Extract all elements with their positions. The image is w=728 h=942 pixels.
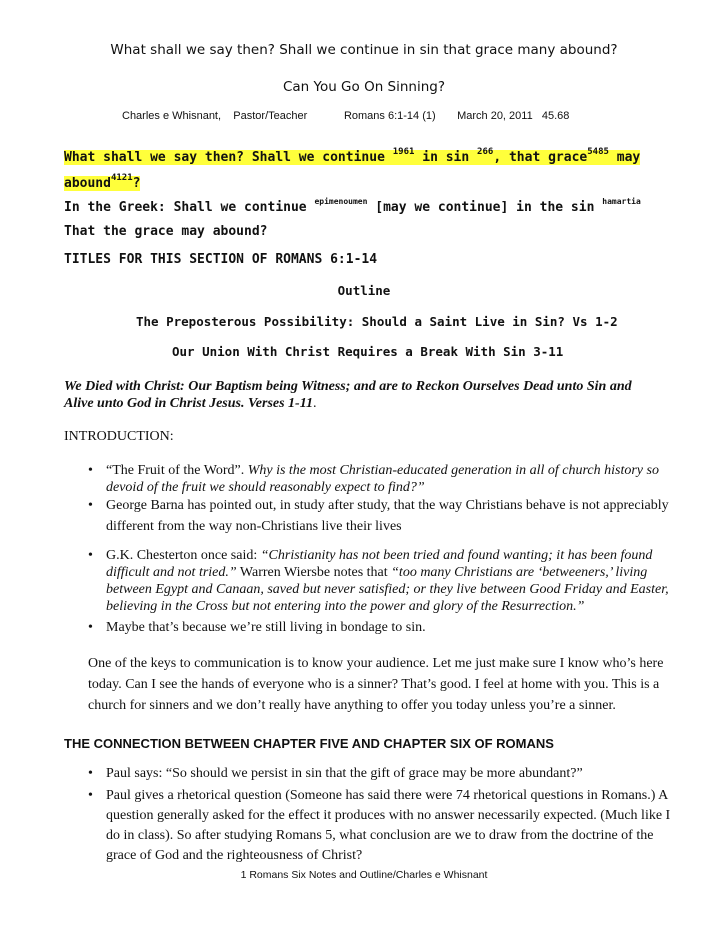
bullet-icon: • <box>88 548 93 563</box>
document-meta <box>122 110 569 122</box>
bullet-icon: • <box>88 463 93 478</box>
bullet-icon: • <box>88 766 93 781</box>
list-item: • Maybe that’s because we’re still living in bondage to sin. <box>88 620 426 635</box>
document-subtitle: Can You Go On Sinning? <box>282 79 446 95</box>
key-question <box>64 145 684 197</box>
bullet-icon: • <box>88 498 93 513</box>
date: March 20, 2011 <box>457 110 533 122</box>
titles-heading: TITLES FOR THIS SECTION OF ROMANS 6:1-14 <box>64 252 378 267</box>
page-footer: 1 Romans Six Notes and Outline/Charles e Whisnant <box>240 869 488 881</box>
outline-item-2: Our Union With Christ Requires a Break With Sin 3-11 <box>172 344 564 359</box>
list-item: • Paul says: “So should we persist in sin that the gift of grace may be more abundant?” <box>88 764 678 784</box>
list-item: • “The Fruit of the Word”. Why is the most Christian-educated generation in all of church history so devoid of the fruit we should reasonably expect to find?” <box>88 463 659 495</box>
list-item: • George Barna has pointed out, in study after study, that the way Christians behave is not appreciably different from the way non-Christians live their lives <box>88 495 678 537</box>
reference: Romans 6:1-14 (1) <box>343 110 436 122</box>
bullet-icon: • <box>88 620 93 635</box>
intro-bullet-list <box>88 462 678 636</box>
intro-paragraph: One of the keys to communication is to know your audience. Let me just make sure I know who’s here today. Can I see the hands of everyone who is a sinner? That’s good. I feel at home with you. This is a church for sinners and we don’t really have anything to offer you today unless you’re a sinner. <box>88 656 664 713</box>
doc-number: 45.68 <box>541 110 570 122</box>
connection-bullet-list <box>88 764 678 866</box>
outline-heading: Outline <box>337 283 391 298</box>
document-title: What shall we say then? Shall we continue in sin that grace many abound? <box>110 42 618 58</box>
outline-item-1: The Preposterous Possibility: Should a Saint Live in Sin? Vs 1-2 <box>136 314 618 329</box>
bullet-icon: • <box>88 788 93 803</box>
author: Charles e Whisnant, <box>122 110 222 122</box>
list-item: • Paul gives a rhetorical question (Someone has said there were 74 rhetorical questions in Romans.) A question generally asked for the effect it produces with no answer necessarily expected. (Much like I do in class). So after studying Romans 5, what conclusion are we to draw from the doctrine of the grace of God and the righteousness of Christ? <box>88 788 671 863</box>
greek-note: In the Greek: Shall we continue $^{epimenoumen}$ [may we continue] in the sin $^{hamartia}$ That the grace may abound? <box>64 197 641 239</box>
highlighted-question: What shall we say then? Shall we continue $^{1961}$ in sin $^{266}$, that grace$^{5485}$ may abound$^{4121}$? <box>64 147 641 191</box>
introduction-heading: INTRODUCTION: <box>64 429 174 444</box>
connection-heading: THE CONNECTION BETWEEN CHAPTER FIVE AND CHAPTER SIX OF ROMANS <box>64 736 554 751</box>
list-item: • G.K. Chesterton once said: “Christianity has not been tried and found wanting; it has been found difficult and not tried.” Warren Wiersbe notes that “too many Christians are ‘betweeners,’ living between Egypt and Canaan, saved but never satisfied; or they live between Good Friday and Easter, believing in the Cross but not entering into the power and glory of the Resurrection.” <box>88 548 669 614</box>
section-summary: We Died with Christ: Our Baptism being Witness; and are to Reckon Ourselves Dead unto Sin and Alive unto God in Christ Jesus. Verses 1-11. <box>64 379 632 411</box>
role: Pastor/Teacher <box>233 110 308 122</box>
